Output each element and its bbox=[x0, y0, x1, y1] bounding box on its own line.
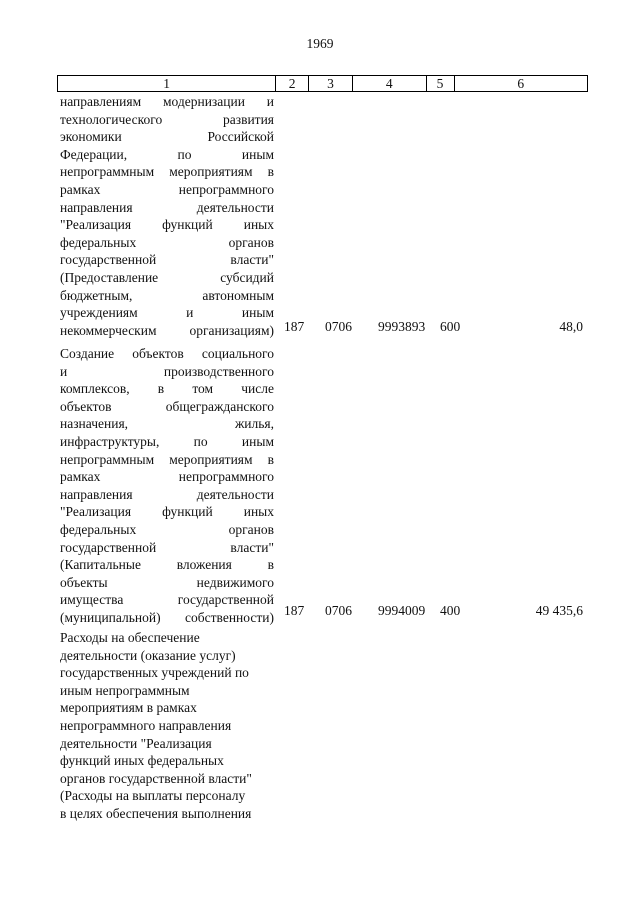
column-header-3: 3 bbox=[309, 76, 353, 91]
row-2-amount: 49 435,6 bbox=[535, 603, 583, 618]
row-3-description: Расходы на обеспечение деятельности (оказание услуг) государственных учреждений по иным непрограммным мероприятиям в рамках непрограммного направления деятельности "Реализация функций иных федеральных органов государственной власти" (Расходы на выплаты персоналу в целях обеспечения выполнения bbox=[60, 630, 252, 821]
page-number: 1969 bbox=[306, 36, 334, 51]
row-1-amount: 48,0 bbox=[559, 319, 583, 334]
column-header-6: 6 bbox=[517, 76, 525, 91]
column-header-2: 2 bbox=[276, 76, 309, 91]
column-header-4: 4 bbox=[353, 76, 427, 91]
row-1-admin-code: 187 bbox=[284, 319, 305, 334]
column-header-5: 5 bbox=[427, 76, 455, 91]
table-header bbox=[57, 75, 588, 92]
row-1-description: направлениям модернизации и технологического развития экономики Российской Федерации, по иным непрограммным мероприятиям в рамках непрограммного направления деятельности "Реализация функций иных федеральных органов государственной власти" (Предоставление субсидий бюджетным, автономным учреждениям и иным некоммерческим организациям) bbox=[60, 94, 274, 338]
row-1-section-code: 0706 bbox=[325, 319, 352, 334]
column-header-1: 1 bbox=[58, 76, 276, 91]
row-2-section-code: 0706 bbox=[325, 603, 352, 618]
row-2-expense-kind: 400 bbox=[440, 603, 461, 618]
row-2-target-code: 9994009 bbox=[378, 603, 426, 618]
row-2-description: Создание объектов социального и производственного комплексов, в том числе объектов общегражданского назначения, жилья, инфраструктуры, по иным непрограммным мероприятиям в рамках непрограммного направления деятельности "Реализация функций иных федеральных органов государственной власти" (Капитальные вложения в объекты недвижимого имущества государственной (муниципальной) собственности) bbox=[60, 346, 274, 625]
row-1-target-code: 9993893 bbox=[378, 319, 426, 334]
row-1-expense-kind: 600 bbox=[440, 319, 461, 334]
row-2-admin-code: 187 bbox=[284, 603, 305, 618]
